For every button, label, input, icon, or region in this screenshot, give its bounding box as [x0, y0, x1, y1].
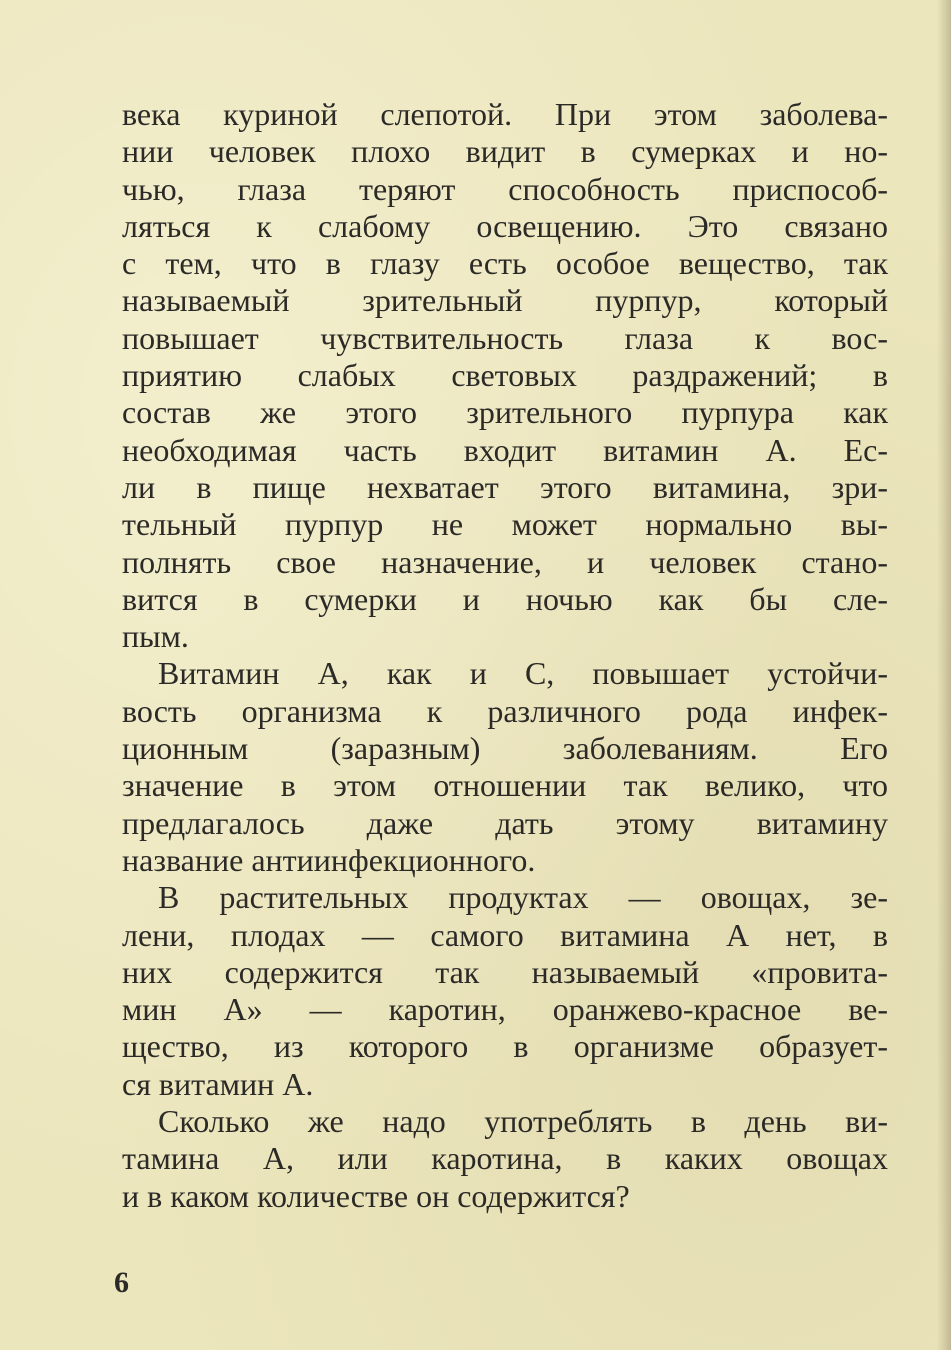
- text-line: ли в пище нехватает этого витамина, зри-: [122, 468, 888, 505]
- text-line: состав же этого зрительного пурпура как: [122, 394, 888, 431]
- text-line: вость организма к различного рода инфек-: [122, 692, 888, 729]
- text-line: тамина А, или каротина, в каких овощах: [122, 1140, 888, 1177]
- text-line: века куриной слепотой. При этом заболева-: [122, 96, 888, 132]
- text-line: ся витамин А.: [122, 1065, 314, 1102]
- text-line: и в каком количестве он содержится?: [122, 1177, 630, 1214]
- text-line: пым.: [122, 618, 189, 655]
- text-line: называемый зрительный пурпур, который: [122, 282, 888, 319]
- text-line: предлагалось даже дать этому витамину: [122, 804, 888, 841]
- text-line: нии человек плохо видит в сумерках и но-: [122, 133, 888, 170]
- text-line: повышает чувствительность глаза к вос-: [122, 319, 888, 356]
- body-text: [122, 96, 888, 1215]
- text-line: с тем, что в глазу есть особое вещество, так: [122, 245, 888, 282]
- page-edge-shadow: [937, 0, 951, 1350]
- text-line: ционным (заразным) заболеваниям. Его: [122, 730, 888, 767]
- text-line: чью, глаза теряют способность приспособ-: [122, 170, 888, 207]
- text-line: вится в сумерки и ночью как бы сле-: [122, 580, 888, 617]
- page-number: 6: [114, 1266, 129, 1299]
- text-line: полнять свое назначение, и человек стано-: [122, 543, 888, 580]
- text-line: них содержится так называемый «провита-: [122, 953, 888, 990]
- text-line: Сколько же надо употреблять в день ви-: [158, 1103, 888, 1140]
- text-line: Витамин А, как и С, повышает устойчи-: [158, 655, 888, 692]
- text-line: мин А» — каротин, оранжево-красное ве-: [122, 991, 888, 1028]
- text-line: щество, из которого в организме образует-: [122, 1028, 888, 1065]
- text-line: ляться к слабому освещению. Это связано: [122, 207, 888, 244]
- text-line: название антиинфекционного.: [122, 841, 536, 878]
- text-line: значение в этом отношении так велико, что: [122, 767, 888, 804]
- text-line: приятию слабых световых раздражений; в: [122, 357, 888, 394]
- text-line: В растительных продуктах — овощах, зе-: [158, 879, 888, 916]
- text-line: тельный пурпур не может нормально вы-: [122, 506, 888, 543]
- text-line: необходимая часть входит витамин А. Ес-: [122, 431, 888, 468]
- text-line: лени, плодах — самого витамина А нет, в: [122, 916, 888, 953]
